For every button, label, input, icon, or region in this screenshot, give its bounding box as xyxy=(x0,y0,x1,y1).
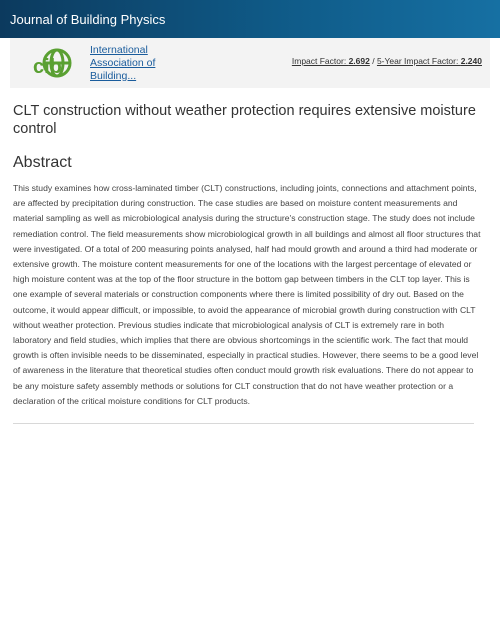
article-title: CLT construction without weather protection requires extensive moisture control xyxy=(13,103,476,137)
society-link[interactable] xyxy=(90,44,200,83)
journal-info-bar xyxy=(10,38,490,88)
society-name-line1[interactable]: International xyxy=(90,43,148,56)
abstract-heading: Abstract xyxy=(13,154,72,171)
five-year-impact-label: 5-Year Impact Factor: xyxy=(376,56,461,66)
metrics-separator: / xyxy=(369,56,377,66)
impact-factor-metrics[interactable] xyxy=(292,56,482,66)
content-divider xyxy=(13,423,474,424)
impact-factor-value: 2.692 xyxy=(348,56,370,66)
journal-title[interactable]: Journal of Building Physics xyxy=(10,11,166,27)
impact-factor-label: Impact Factor: xyxy=(291,56,349,66)
svg-text:cib: cib xyxy=(33,56,62,78)
journal-header xyxy=(0,0,500,38)
five-year-impact-value: 2.240 xyxy=(460,56,482,66)
society-name-line3[interactable]: Building... xyxy=(90,69,137,82)
cib-globe-logo-icon[interactable] xyxy=(24,43,80,83)
society-name-line2[interactable]: Association of xyxy=(90,56,156,69)
abstract-text: This study examines how cross-laminated timber (CLT) constructions, including joints, connections and attachment points, are affected by precipitation during construction. The case studies are based on moisture content measurements and material sampling as well as microbiological analysis during the structure's construction stage. The study does not include remediation control. The field measurements show microbiological growth in all buildings and almost all floor structures that were investigated. Of a total of 200 measuring points analysed, half had mould growth and around a third had moderate or extensive growth. The moisture content measurements for one of the locations with the largest percentage of elevated or high moisture content was at the top of the floor structure in the bottom gap between timbers in the CLT top layer. This is one example of several materials or construction components where there is limited possibility of dry out. Based on the outcome, it would appear difficult, or impossible, to avoid the appearance of microbial growth during construction with CLT without weather protection. Previous studies indicate that microbiological analysis of CLT is extremely rare in both laboratory and field studies, which implies that there are obvious shortcomings in the scientific work. The fact that mould growth is often invisible needs to be disseminated, especially in practical studies. However, there seems to be a good level of awareness in the literature that theoretical studies often conduct mould growth risk evaluations. There do not appear to be any moisture safety assembly methods or solutions for CLT construction that do not have weather protection or a declaration of the critical moisture conditions for CLT products. xyxy=(13,183,481,406)
